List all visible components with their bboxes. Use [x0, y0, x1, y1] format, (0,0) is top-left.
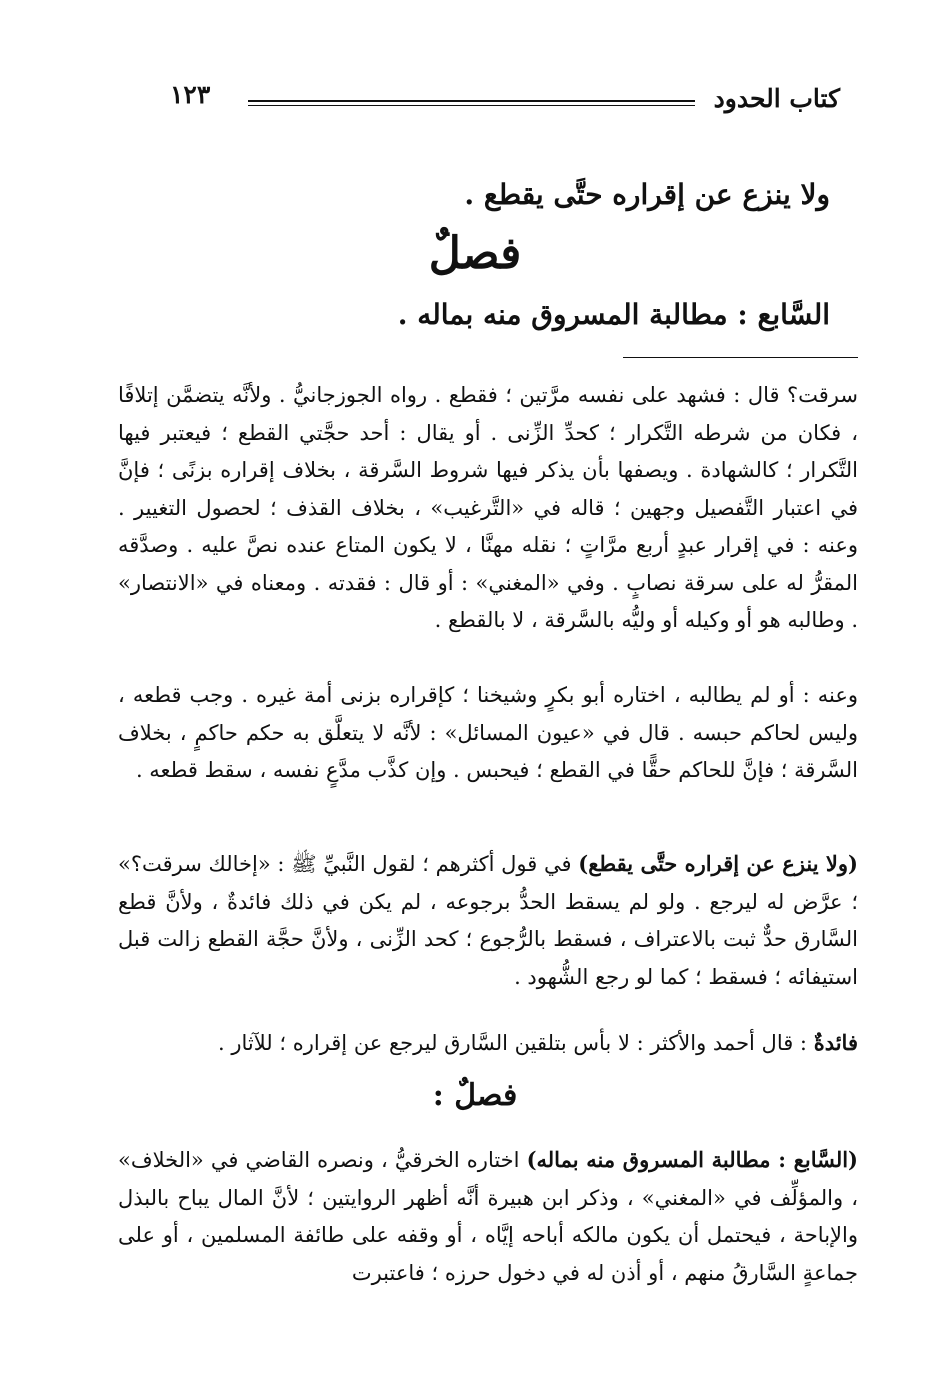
paragraph-text: [118, 845, 858, 996]
quoted-matn: (ولا ينزع عن إقراره حتَّى يقطع): [578, 851, 858, 876]
commentary-paragraph-3: [118, 845, 858, 996]
paragraph-body: : قال أحمد والأكثر : لا بأس بتلقين السَّارق ليرجع عن إقراره ؛ للآثار .: [218, 1031, 814, 1055]
separator-rule: [623, 357, 858, 358]
commentary-paragraph-1: [118, 377, 858, 640]
header-rule-thin: [248, 105, 695, 106]
running-header: [170, 80, 840, 120]
paragraph-text: [118, 1024, 858, 1063]
book-title: كتاب الحدود: [713, 84, 840, 113]
paragraph-body: في قول أكثرهم ؛ لقول النَّبيِّ ﷺ : «إخالك سرقت؟» ؛ عرَّض له ليرجع . ولو لم يسقط الحدُّ برجوعه ، لم يكن في ذلك فائدةٌ ، ولأنَّ قطع السَّارق حدٌّ ثبت بالاعتراف ، فسقط بالرُّجوع ؛ كحد الزِّنى ، ولأنَّ حجَّة القطع زالت قبل استيفائه ؛ فسقط ؛ كما لو رجع الشُّهود .: [118, 852, 858, 989]
commentary-paragraph-5: [118, 1141, 858, 1292]
quoted-matn: (السَّابع : مطالبة المسروق منه بماله): [526, 1147, 858, 1172]
commentary-paragraph-2: [118, 677, 858, 790]
section-heading: فصلٌ: [428, 228, 522, 279]
section-heading-2: فصلٌ :: [432, 1078, 518, 1113]
paragraph-text: سرقت؟ قال : فشهد على نفسه مرَّتين ؛ فقطع . رواه الجوزجانيُّ . ولأنَّه يتضمَّن إتلافًا ، فكان من شرطه التَّكرار ؛ كحدِّ الزِّنى . أو يقال : أحد حجَّتي القطع ؛ فيعتبر فيها التَّكرار ؛ كالشهادة . ويصفها بأن يذكر فيها شروط السَّرقة ، بخلاف إقراره بزنًى ؛ فإنَّ في اعتبار التَّفصيل وجهين ؛ قاله في «التَّرغيب» ، بخلاف القذف ؛ لحصول التغيير . وعنه : في إقرار عبدٍ أربع مرَّاتٍ ؛ نقله مهنَّا ، لا يكون المتاع عنده نصَّ عليه . وصدَّقه المقرُّ له على سرقة نصابٍ . وفي «المغني» : أو قال : فقدته . ومعناه في «الانتصار» . وطالبه هو أو وكيله أو وليُّه بالسَّرقة ، لا بالقطع .: [118, 383, 858, 632]
paragraph-body: اختاره الخرقيُّ ، ونصره القاضي في «الخلاف» ، والمؤلِّف في «المغني» ، وذكر ابن هبيرة أنَّه أظهر الروايتين ؛ لأنَّ المال يباح بالبذل والإباحة ، فيحتمل أن يكون مالكه أباحه إيَّاه ، أو وقفه على طائفة المسلمين ، أو على جماعةٍ السَّارقُ منهم ، أو أذن له في دخول حرزه ؛ فاعتبرت: [118, 1148, 858, 1285]
matn-line-1: ولا ينزع عن إقراره حتَّى يقطع .: [464, 178, 830, 211]
commentary-paragraph-4: [118, 1024, 858, 1063]
paragraph-text: وعنه : أو لم يطالبه ، اختاره أبو بكرٍ وشيخنا ؛ كإقراره بزنى أمة غيره . وجب قطعه ، وليس لحاكم حبسه . قال في «عيون المسائل» : لأنَّه لا يتعلَّق به حكم حاكمٍ ، بخلاف السَّرقة ؛ فإنَّ للحاكم حقًّا في القطع ؛ فيحبس . وإن كذَّب مدَّعٍ نفسه ، سقط قطعه .: [118, 683, 858, 782]
paragraph-text: [118, 1141, 858, 1292]
page-number: ١٢٣: [170, 80, 211, 109]
header-rule: [248, 100, 695, 102]
matn-line-2: السَّابع : مطالبة المسروق منه بماله .: [397, 298, 830, 331]
note-label: فائدةٌ: [813, 1030, 858, 1055]
